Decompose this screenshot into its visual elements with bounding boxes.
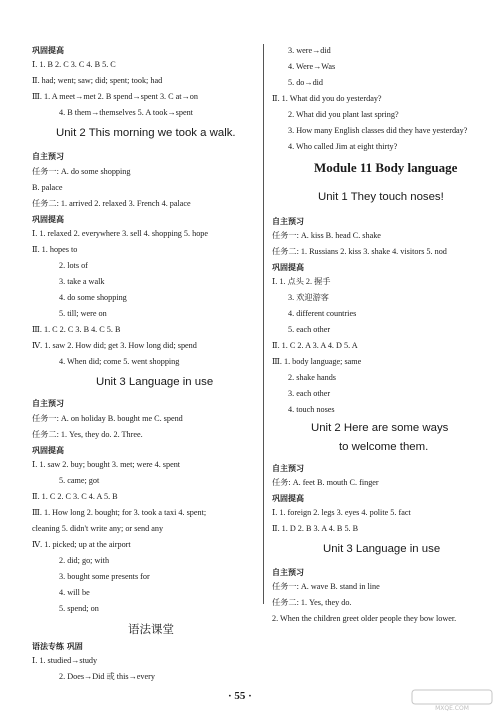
unit-heading: Unit 1 They touch noses! xyxy=(318,191,444,203)
watermark-logo xyxy=(410,688,494,712)
answer-line: cleaning 5. didn't write any; or send any xyxy=(32,524,164,533)
answer-line: 4. Were→Was xyxy=(288,62,336,71)
answer-line: 任务一: A. do some shopping xyxy=(32,167,131,176)
answer-line: 任务二: 1. Yes, they do. xyxy=(272,598,352,607)
answer-line: Ⅰ. 1. B 2. C 3. C 4. B 5. C xyxy=(32,60,116,69)
answer-line: 3. 欢迎游客 xyxy=(288,293,329,302)
section-label: 巩固提高 xyxy=(32,46,64,55)
answer-line: 任务一: A. wave B. stand in line xyxy=(272,582,380,591)
answer-line: 5. do→did xyxy=(288,78,324,87)
answer-line: 5. till; were on xyxy=(59,309,107,318)
section-label: 语法专练 巩固 xyxy=(32,642,83,651)
answer-line: 2. When the children greet older people they bow lower. xyxy=(272,614,457,623)
section-label: 自主预习 xyxy=(272,464,304,473)
answer-line: 4. do some shopping xyxy=(59,293,127,302)
answer-line: 4. Who called Jim at eight thirty? xyxy=(288,142,398,151)
section-label: 巩固提高 xyxy=(32,446,64,455)
answer-line: Ⅰ. 1. saw 2. buy; bought 3. met; were 4. spent xyxy=(32,460,181,469)
answer-line: 2. Does→Did 或 this→every xyxy=(59,672,155,681)
section-label: 巩固提高 xyxy=(32,215,64,224)
answer-line: 3. How many English classes did they have yesterday? xyxy=(288,126,468,135)
unit-heading: Unit 3 Language in use xyxy=(96,376,214,388)
grammar-heading: 语法课堂 xyxy=(128,622,174,636)
answer-line: 5. came; got xyxy=(59,476,100,485)
answer-line: 2. What did you plant last spring? xyxy=(288,110,399,119)
answer-line: Ⅱ. 1. D 2. B 3. A 4. B 5. B xyxy=(272,524,359,533)
answer-line: 2. did; go; with xyxy=(59,556,110,565)
unit-heading: Unit 3 Language in use xyxy=(323,543,441,555)
answer-line: 4. different countries xyxy=(288,309,357,318)
answer-line: 3. bought some presents for xyxy=(59,572,150,581)
unit-heading: Unit 2 Here are some ways xyxy=(311,422,449,434)
answer-line: Ⅳ. 1. picked; up at the airport xyxy=(32,540,131,549)
answer-line: Ⅱ. 1. What did you do yesterday? xyxy=(272,94,382,103)
module-heading: Module 11 Body language xyxy=(314,160,458,175)
watermark-text: MXQE.COM xyxy=(435,705,469,712)
answer-line: 5. spend; on xyxy=(59,604,99,613)
answer-line: 任务二: 1. arrived 2. relaxed 3. French 4. palace xyxy=(32,199,191,208)
answer-line: Ⅲ. 1. How long 2. bought; for 3. took a taxi 4. spent; xyxy=(32,508,207,517)
answer-line: Ⅰ. 1. foreign 2. legs 3. eyes 4. polite 5. fact xyxy=(272,508,411,517)
answer-line: Ⅱ. 1. C 2. C 3. C 4. A 5. B xyxy=(32,492,118,501)
answer-line: Ⅰ. 1. 点头 2. 握手 xyxy=(272,277,331,286)
answer-line: Ⅱ. had; went; saw; did; spent; took; had xyxy=(32,76,163,85)
answer-line: B. palace xyxy=(32,183,63,192)
unit-heading: Unit 2 This morning we took a walk. xyxy=(56,127,236,139)
answer-line: Ⅲ. 1. A meet→met 2. B spend→spent 3. C at→on xyxy=(32,92,198,101)
answer-line: 3. take a walk xyxy=(59,277,105,286)
answer-line: Ⅰ. 1. relaxed 2. everywhere 3. sell 4. shopping 5. hope xyxy=(32,229,209,238)
answer-line: 任务: A. feet B. mouth C. finger xyxy=(272,478,379,487)
section-label: 自主预习 xyxy=(272,568,304,577)
section-label: 自主预习 xyxy=(272,217,304,226)
answer-line: 3. were→did xyxy=(288,46,331,55)
page-number: · 55 · xyxy=(228,690,252,702)
answer-line: Ⅱ. 1. hopes to xyxy=(32,245,78,254)
section-label: 巩固提高 xyxy=(272,263,304,272)
answer-line: 4. touch noses xyxy=(288,405,335,414)
answer-line: 2. lots of xyxy=(59,261,88,270)
answer-line: 2. shake hands xyxy=(288,373,336,382)
answer-line: Ⅲ. 1. C 2. C 3. B 4. C 5. B xyxy=(32,325,121,334)
answer-line: 4. will be xyxy=(59,588,90,597)
answer-line: 3. each other xyxy=(288,389,331,398)
answer-line: 4. B them→themselves 5. A took→spent xyxy=(59,108,193,117)
answer-line: 任务二: 1. Yes, they do. 2. Three. xyxy=(32,430,143,439)
answer-line: Ⅲ. 1. body language; same xyxy=(272,357,362,366)
answer-line: 5. each other xyxy=(288,325,331,334)
answer-line: 任务一: A. kiss B. head C. shake xyxy=(272,231,381,240)
answer-line: 4. When did; come 5. went shopping xyxy=(59,357,180,366)
column-divider xyxy=(263,44,264,604)
unit-heading: to welcome them. xyxy=(339,441,429,453)
answer-line: 任务二: 1. Russians 2. kiss 3. shake 4. visitors 5. nod xyxy=(272,247,447,256)
answer-line: Ⅰ. 1. studied→study xyxy=(32,656,98,665)
answer-line: 任务一: A. on holiday B. bought me C. spend xyxy=(32,414,183,423)
section-label: 自主预习 xyxy=(32,399,64,408)
section-label: 自主预习 xyxy=(32,152,64,161)
section-label: 巩固提高 xyxy=(272,494,304,503)
answer-line: Ⅱ. 1. C 2. A 3. A 4. D 5. A xyxy=(272,341,358,350)
answer-line: Ⅳ. 1. saw 2. How did; get 3. How long did; spend xyxy=(32,341,197,350)
